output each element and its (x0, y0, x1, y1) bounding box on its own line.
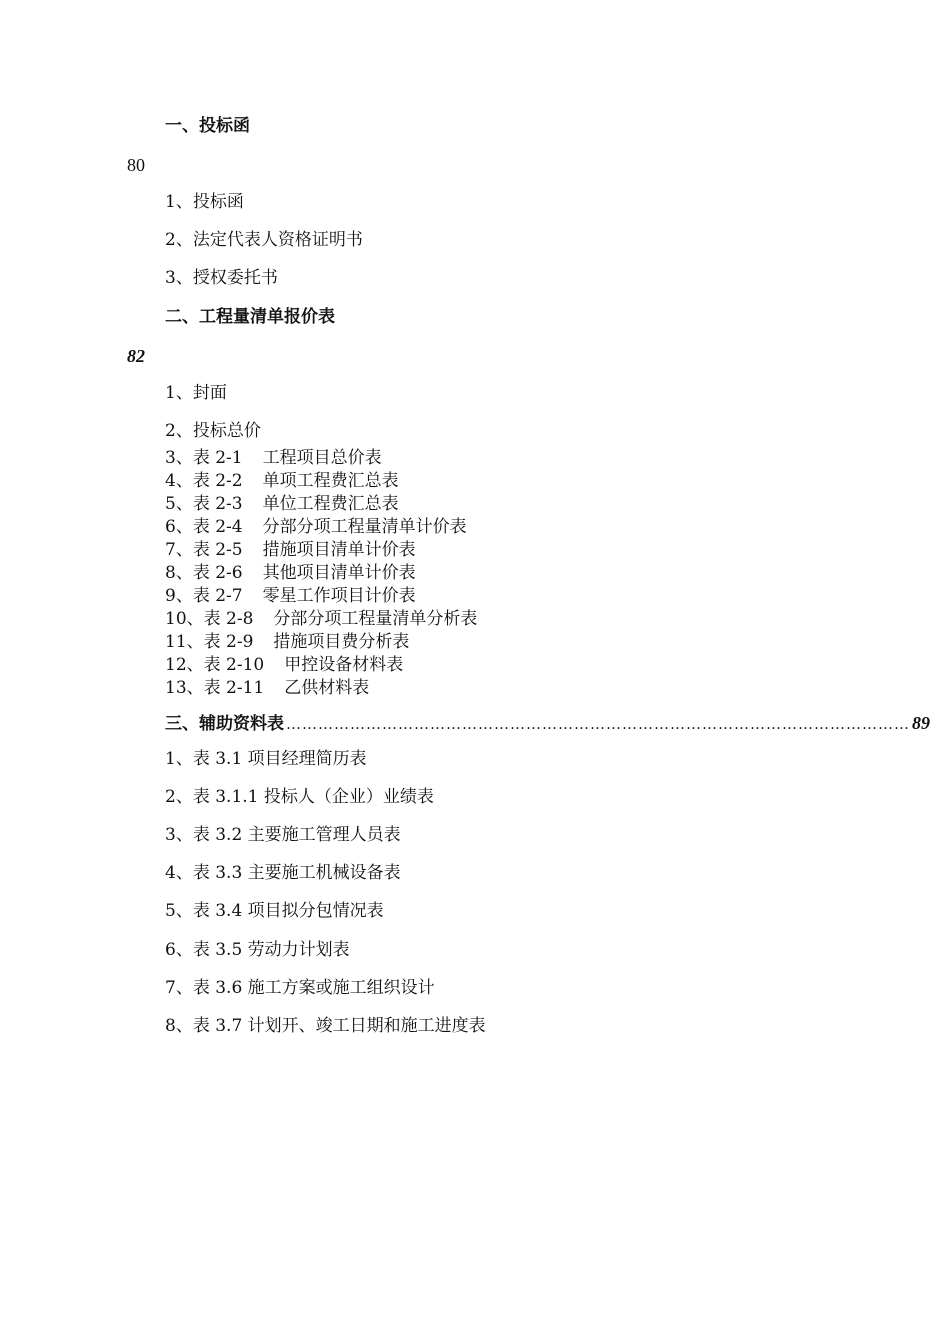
section1-item: 2、法定代表人资格证明书 (165, 230, 363, 250)
table-entry-title: 单项工程费汇总表 (262, 471, 399, 491)
section3-item: 1、表 3.1 项目经理简历表 (165, 749, 367, 769)
section3-item: 6、表 3.5 劳动力计划表 (165, 940, 350, 960)
table-entry-number: 7、表 2-5 (165, 540, 243, 560)
table-entry-title: 甲控设备材料表 (284, 655, 404, 675)
table-entry (165, 493, 399, 515)
table-entry (165, 539, 416, 561)
table-entry-title: 分部分项工程量清单计价表 (262, 517, 467, 537)
dot-leader: ……………………………………………………………………………………………………… (286, 715, 910, 733)
table-entry-number: 5、表 2-3 (165, 494, 243, 514)
table-entry (165, 516, 467, 538)
table-entry-number: 6、表 2-4 (165, 517, 243, 537)
table-entry-title: 分部分项工程量清单分析表 (273, 609, 478, 629)
table-entry (165, 470, 399, 492)
section1-heading: 一、投标函 (165, 116, 250, 136)
table-entry-number: 13、表 2-11 (165, 678, 265, 698)
table-entry (165, 654, 403, 676)
table-entry-number: 9、表 2-7 (165, 586, 243, 606)
section2-item: 2、投标总价 (165, 421, 261, 441)
section3-item: 8、表 3.7 计划开、竣工日期和施工进度表 (165, 1016, 486, 1036)
table-entry (165, 447, 382, 469)
section3-item: 5、表 3.4 项目拟分包情况表 (165, 901, 384, 921)
table-entry (165, 608, 477, 630)
table-entry-title: 措施项目费分析表 (273, 632, 410, 652)
table-entry-title: 工程项目总价表 (262, 448, 382, 468)
table-entry (165, 631, 409, 653)
table-entry-number: 10、表 2-8 (165, 609, 254, 629)
section2-heading: 二、工程量清单报价表 (165, 307, 335, 327)
table-entry-number: 12、表 2-10 (165, 655, 265, 675)
section3-item: 7、表 3.6 施工方案或施工组织设计 (165, 978, 435, 998)
section2-item: 1、封面 (165, 383, 227, 403)
table-entry-title: 其他项目清单计价表 (262, 563, 416, 583)
table-entry-title: 单位工程费汇总表 (262, 494, 399, 514)
section3-item: 4、表 3.3 主要施工机械设备表 (165, 863, 401, 883)
table-entry-title: 零星工作项目计价表 (262, 586, 416, 606)
section1-item: 1、投标函 (165, 192, 244, 212)
section1-page-number: 80 (127, 155, 145, 175)
table-entry-number: 11、表 2-9 (165, 632, 254, 652)
table-entry-number: 3、表 2-1 (165, 448, 243, 468)
section3-toc-row (165, 709, 930, 734)
table-entry-number: 4、表 2-2 (165, 471, 243, 491)
table-entry (165, 585, 416, 607)
table-entry-title: 乙供材料表 (284, 678, 370, 698)
section2-page-number: 82 (127, 346, 145, 366)
table-entry (165, 677, 369, 699)
section3-heading: 三、辅助资料表 (165, 714, 284, 734)
table-entry (165, 562, 416, 584)
table-entry-title: 措施项目清单计价表 (262, 540, 416, 560)
table-entry-number: 8、表 2-6 (165, 563, 243, 583)
section1-item: 3、授权委托书 (165, 268, 278, 288)
section3-item: 2、表 3.1.1 投标人（企业）业绩表 (165, 787, 434, 807)
section3-page-number: 89 (912, 713, 930, 733)
section3-item: 3、表 3.2 主要施工管理人员表 (165, 825, 401, 845)
